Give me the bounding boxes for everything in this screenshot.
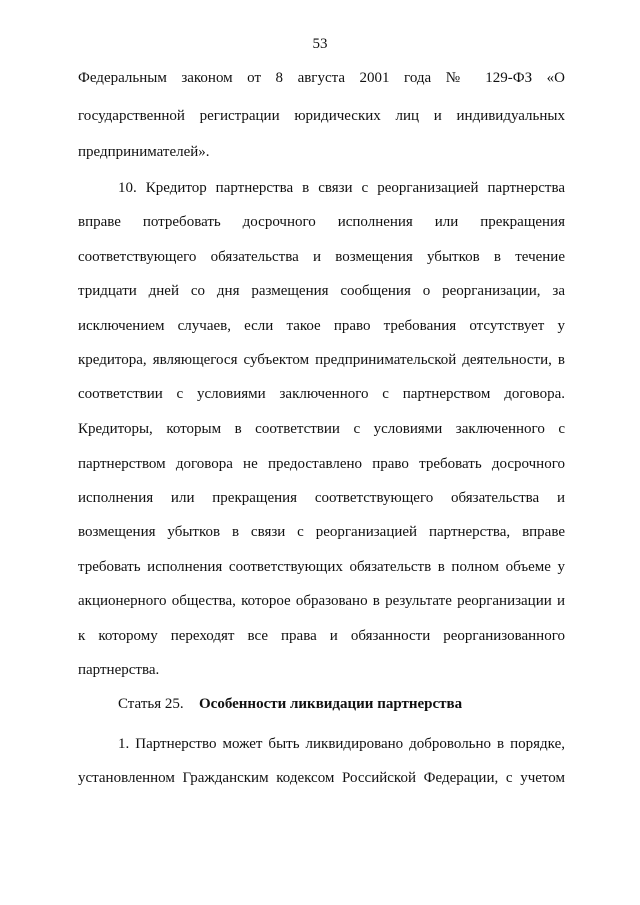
paragraph-line: партнерства. [78,662,160,678]
paragraph-line: предпринимателей». [78,144,210,160]
paragraph-line: вправе потребовать досрочного исполнения или прекращения [78,214,565,230]
paragraph-line: Федеральным законом от 8 августа 2001 года № 129-ФЗ «О [78,70,565,86]
paragraph-line: соответствующего обязательства и возмещения убытков в течение [78,249,565,265]
paragraph-line: возмещения убытков в связи с реорганизацией партнерства, вправе [78,524,565,540]
paragraph-line: исполнения или прекращения соответствующего обязательства и [78,490,565,506]
paragraph-line: акционерного общества, которое образовано в результате реорганизации и [78,593,565,609]
article-title: Особенности ликвидации партнерства [199,696,463,712]
page-number: 53 [312,36,328,52]
paragraph-line: партнерством договора не предоставлено право требовать досрочного [78,456,565,472]
paragraph-line: государственной регистрации юридических лиц и индивидуальных [78,108,565,124]
paragraph-line: Кредиторы, которым в соответствии с условиями заключенного с [78,421,565,437]
paragraph-line: исключением случаев, если такое право требования отсутствует у [78,318,565,334]
paragraph-line: соответствии с условиями заключенного с партнерством договора. [78,386,565,402]
paragraph-line: кредитора, являющегося субъектом предпринимательской деятельности, в [78,352,565,368]
paragraph-line: 10. Кредитор партнерства в связи с реорганизацией партнерства [118,180,565,196]
paragraph-line: требовать исполнения соответствующих обязательств в полном объеме у [78,559,565,575]
paragraph-line: к которому переходят все права и обязанности реорганизованного [78,628,565,644]
article-label: Статья 25. [118,696,184,712]
paragraph-line: установленном Гражданским кодексом Российской Федерации, с учетом [78,770,565,786]
paragraph-line: тридцати дней со дня размещения сообщения о реорганизации, за [78,283,565,299]
paragraph-line: 1. Партнерство может быть ликвидировано добровольно в порядке, [118,736,565,752]
